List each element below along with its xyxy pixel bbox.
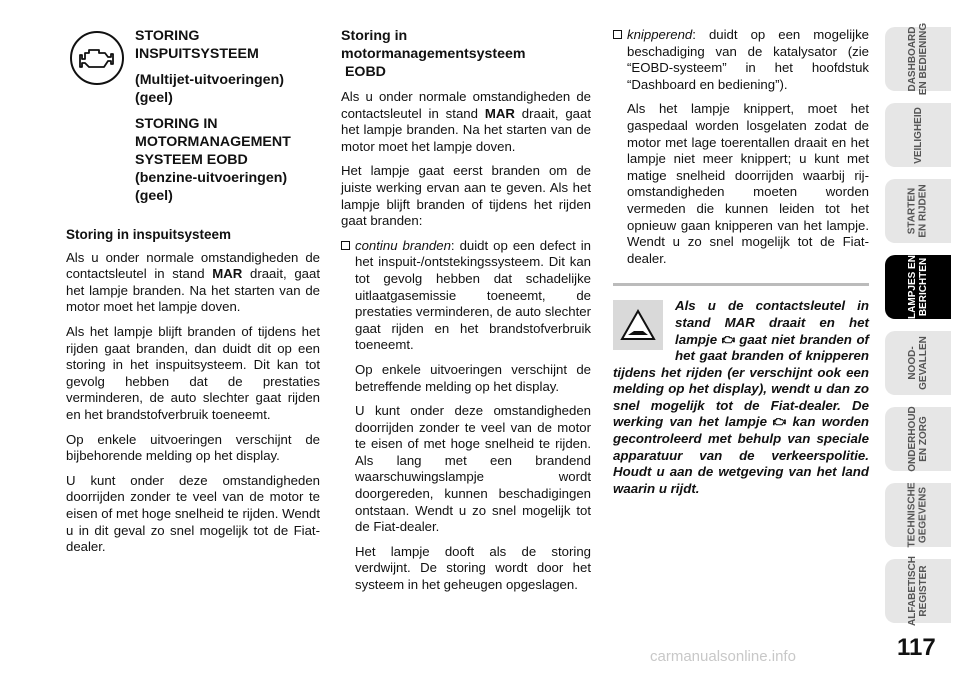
title-line: (benzine-uitvoeringen) [135,170,288,186]
list-item: continu branden: duidt op een defect in het inspuit-/ontstekingssysteem. Dit kan tot gevolg hebben dat schadelijke uitlaatgasemissie toeneemt, de prestaties verminderen, de auto slechter gaat rijden en het brandstofverbruik toeneemt. [341,238,591,354]
title-line: (Multijet-uitvoeringen) [135,72,284,88]
paragraph: Het lampje gaat eerst branden om de juiste werking ervan aan te geven. Als het lampje blijft branden of tijdens het rijden gaat branden: [341,163,591,229]
checkbox-bullet-icon [341,241,350,250]
tab-technische[interactable]: TECHNISCHE GEGEVENS [885,483,951,547]
engine-warning-icon [722,334,735,345]
tab-veiligheid[interactable]: VEILIGHEID [885,103,951,167]
tab-onderhoud[interactable]: ONDERHOUD EN ZORG [885,407,951,471]
paragraph: Als het lampje blijft branden of tijdens het rijden gaat branden, dan duidt dit op een storing in het inspuitsysteem. Dit kan tot gevolg hebben dat de prestaties verminderen, de auto slechter gaat rijden en het brandstofverbruik toeneemt. [66,323,320,422]
page-number: 117 [897,634,936,661]
engine-warning-icon [70,31,124,85]
paragraph: Als u onder normale omstandigheden de contactsleutel in stand MAR draait, gaat het lampje branden. Na het starten van de motor moet het lampje doven. [341,89,591,154]
title-line: STORING IN [135,116,218,132]
warning-light-title [66,27,320,217]
engine-warning-icon [773,416,786,427]
paragraph: U kunt onder deze omstandigheden doorrijden zonder te veel van de motor te eisen of met hoge snelheid te rijden. Wendt u in dit geval zo snel mogelijk tot de Fiat-dealer. [66,472,320,555]
paragraph: Het lampje dooft als de storing verdwijnt. De storing wordt door het systeem in het geheugen opgeslagen. [355,543,591,593]
checkbox-bullet-icon [613,30,622,39]
column-middle [341,27,591,602]
tab-dashboard[interactable]: DASHBOARD EN BEDIENING [885,27,951,91]
paragraph: Op enkele uitvoeringen verschijnt de bijbehorende melding op het display. [66,431,320,464]
paragraph: Als het lampje knippert, moet het gaspedaal worden losgelaten zodat de motor met lage toerentallen draait en het lampje niet meer knippert; u kunt met matige snelheid doorrijden waarbij rij-omstandigheden moeten worden vermeden die kunnen leiden tot het opnieuw gaan knipperen van het lampje. Wendt u zo snel mogelijk tot de Fiat-dealer. [627,101,869,266]
title-line: STORING [135,28,200,44]
title-line: SYSTEEM EOBD [135,152,248,168]
section-heading: Storing in motormanagementsysteem EOBD [341,28,526,80]
divider [613,283,869,286]
watermark: carmanualsonline.info [650,648,796,665]
tab-starten[interactable]: STARTEN EN RIJDEN [885,179,951,243]
tab-lampjes[interactable]: LAMPJES EN BERICHTEN [885,255,951,319]
section-heading: Storing in inspuitsysteem [66,227,232,242]
paragraph: Als u onder normale omstandigheden de contactsleutel in stand MAR draait, gaat het lampje branden. Na het starten van de motor moet het lampje doven. [66,249,320,315]
title-line: MOTORMANAGEMENT [135,134,291,150]
column-left [66,27,320,564]
title-line: (geel) [135,90,173,106]
warning-note: Als u de contactsleutel in stand MAR draait en het lampje gaat niet branden of het gaat branden of knipperen tijdens het rijden (er verschijnt ook een melding op het display), wendt u dan zo snel mogelijk tot de Fiat-dealer. De werking van het lampje kan worden gecontroleerd met behulp van speciale apparatuur van de verkeerspolitie. Houdt u aan de wetgeving van het land waarin u rijdt. [613,298,869,496]
tab-register[interactable]: ALFABETISCH REGISTER [885,559,951,623]
warning-triangle-icon [613,300,663,350]
paragraph: Op enkele uitvoeringen verschijnt de betreffende melding op het display. [355,361,591,394]
title-line: (geel) [135,188,173,204]
list-item: knipperend: duidt op een mogelijke beschadiging van de katalysator (zie “EOBD-systeem” in het hoofdstuk “Dashboard en bediening”). [613,27,869,93]
paragraph: U kunt onder deze omstandigheden doorrijden zonder te veel van de motor te eisen of met hoge snelheid te rijden. Als lang met een brandend waarschuwingslampje wordt doorgereden, kunnen beschadigingen ontstaan. Wendt u zo snel mogelijk tot de Fiat-dealer. [355,403,591,535]
tab-noodgevallen[interactable]: NOOD- GEVALLEN [885,331,951,395]
column-right [613,27,869,505]
title-line: INSPUITSYSTEEM [135,46,259,62]
